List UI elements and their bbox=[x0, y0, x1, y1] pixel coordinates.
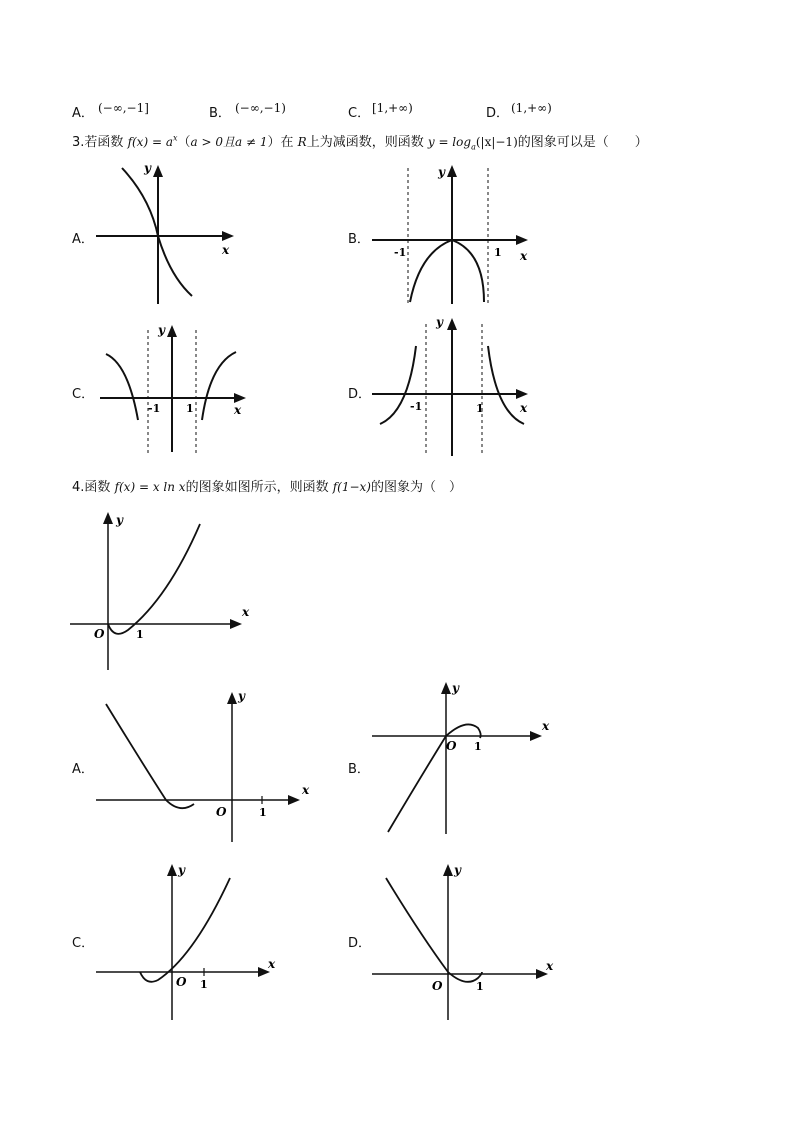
q3-text-1: 若函数 bbox=[84, 135, 124, 150]
q4-graph-d bbox=[370, 860, 560, 1025]
q3-label-b: B． bbox=[348, 232, 370, 247]
q3-function-f: f(x) = a bbox=[127, 135, 173, 149]
q4c-y-label: y bbox=[178, 863, 185, 877]
q3-label-c: C． bbox=[72, 387, 95, 402]
q4-main-graph bbox=[68, 508, 258, 673]
q2-options-row bbox=[72, 101, 632, 119]
q3-set-r: R bbox=[297, 135, 307, 149]
q4a-y-label: y bbox=[238, 689, 245, 703]
q3d-tick-1: 1 bbox=[476, 402, 484, 415]
q3-text-4: 的图象可以是（ ） bbox=[517, 135, 648, 150]
q4-graph-a bbox=[94, 686, 314, 846]
q3a-y-label: y bbox=[144, 161, 151, 175]
q4-graph-b bbox=[370, 678, 560, 838]
q3-cond-close: ） bbox=[267, 135, 281, 150]
q3d-y-label: y bbox=[436, 315, 443, 329]
q4d-tick-1: 1 bbox=[476, 980, 484, 993]
q2-option-a-value: (−∞,−1] bbox=[98, 101, 149, 115]
q3b-y-label: y bbox=[438, 165, 445, 179]
q4-number: 4. bbox=[72, 480, 85, 495]
q4b-x-label: x bbox=[542, 719, 550, 733]
q2-option-d-label: D． bbox=[486, 106, 510, 121]
q4-stem bbox=[72, 476, 462, 495]
q4b-y-label: y bbox=[452, 681, 459, 695]
q4-function-f: f(x) = x ln x bbox=[114, 480, 186, 494]
q3b-tick-neg1: -1 bbox=[394, 246, 407, 259]
q3-text-2: 在 bbox=[280, 135, 294, 150]
q4-label-c: C． bbox=[72, 936, 95, 951]
q2-option-c-label: C． bbox=[348, 106, 371, 121]
q4d-x-label: x bbox=[546, 959, 554, 973]
q4-label-b: B． bbox=[348, 762, 370, 777]
q3-graph-b bbox=[370, 160, 540, 310]
q4a-x-label: x bbox=[302, 783, 310, 797]
q4-text-2: 的图象如图所示，则函数 bbox=[185, 480, 329, 495]
q3-cond-open: （ bbox=[177, 135, 191, 150]
q4-text-1: 函数 bbox=[84, 480, 111, 495]
q2-option-a-label: A． bbox=[72, 106, 94, 121]
q3-condition: a > 0且a ≠ 1 bbox=[190, 135, 268, 149]
q4-function-f1x: f(1−x) bbox=[332, 480, 371, 494]
q4b-tick-1: 1 bbox=[474, 740, 482, 753]
q3-label-a: A． bbox=[72, 232, 94, 247]
q4c-tick-1: 1 bbox=[200, 978, 208, 991]
q4-label-a: A． bbox=[72, 762, 94, 777]
q4a-tick-1: 1 bbox=[259, 806, 267, 819]
q3-graph-c bbox=[98, 320, 258, 460]
q2-option-c-value: [1,+∞) bbox=[372, 101, 413, 115]
q3c-tick-neg1: -1 bbox=[148, 402, 161, 415]
q3-function-y-base: a bbox=[471, 142, 476, 152]
q3b-tick-1: 1 bbox=[494, 246, 502, 259]
q3-graph-a bbox=[92, 160, 242, 310]
q3-text-3: 上为减函数，则函数 bbox=[306, 135, 424, 150]
q3-number: 3. bbox=[72, 135, 85, 150]
q3a-x-label: x bbox=[222, 243, 230, 257]
q3c-x-label: x bbox=[234, 403, 242, 417]
q4-main-y-label: y bbox=[116, 513, 123, 527]
q2-option-b-value: (−∞,−1) bbox=[235, 101, 286, 115]
q4a-origin: O bbox=[216, 805, 227, 819]
q4-main-origin: O bbox=[94, 627, 105, 641]
q3-graph-d bbox=[370, 312, 540, 462]
q3d-tick-neg1: -1 bbox=[410, 400, 423, 413]
q3-function-y: y = log bbox=[427, 135, 472, 149]
q3-label-d: D． bbox=[348, 387, 372, 402]
q4-main-x-label: x bbox=[242, 605, 250, 619]
q4-main-tick-1: 1 bbox=[136, 628, 144, 641]
q3-stem bbox=[72, 131, 648, 152]
q4-text-3: 的图象为（ ） bbox=[370, 480, 462, 495]
q4b-origin: O bbox=[446, 739, 457, 753]
q4c-x-label: x bbox=[268, 957, 276, 971]
q4c-origin: O bbox=[176, 975, 187, 989]
q4-label-d: D． bbox=[348, 936, 372, 951]
q3-function-y-arg: (|x|−1) bbox=[475, 135, 518, 149]
q3d-x-label: x bbox=[520, 401, 528, 415]
q4d-y-label: y bbox=[454, 863, 461, 877]
q3b-x-label: x bbox=[520, 249, 528, 263]
q2-option-d-value: (1,+∞) bbox=[511, 101, 552, 115]
q2-option-b-label: B． bbox=[209, 106, 231, 121]
q3c-y-label: y bbox=[158, 323, 165, 337]
q4-graph-c bbox=[94, 860, 284, 1025]
q3-function-f-exponent: x bbox=[172, 133, 178, 143]
q4d-origin: O bbox=[432, 979, 443, 993]
q3c-tick-1: 1 bbox=[186, 402, 194, 415]
